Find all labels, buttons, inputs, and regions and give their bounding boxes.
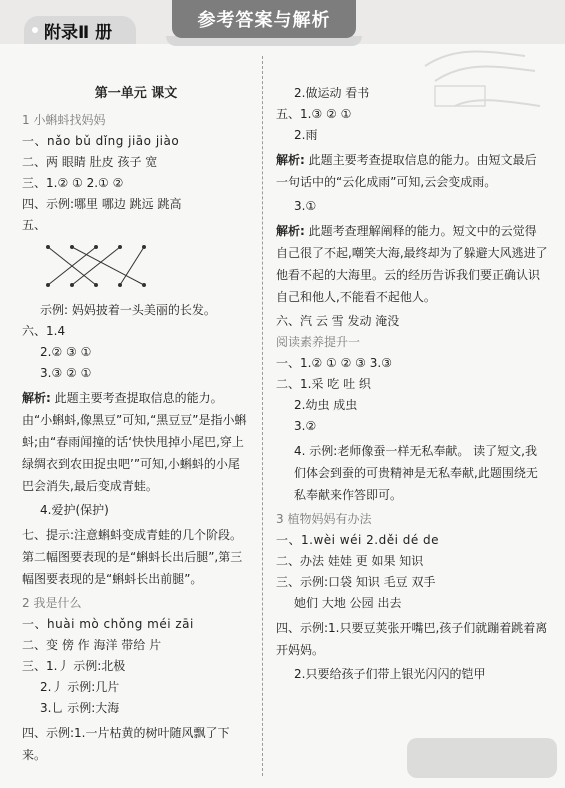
l1-question-1: 一、nǎo bǔ dǐng jiāo jiào (22, 134, 180, 148)
l1-question-2: 二、两 眼睛 肚皮 孩子 宽 (22, 155, 158, 169)
reading-question-2-2: 2.幼虫 成虫 (294, 398, 358, 412)
reading-question-1: 一、1.② ① ② ③ 3.③ (276, 356, 392, 370)
l1-question-7: 七、提示:注意蝌蚪变成青蛙的几个阶段。第二幅图要表现的是“蝌蚪长出后腿”,第三幅图要表现的是“蝌蚪长出前腿”。 (22, 528, 243, 586)
l1-question-5-example: 示例: 妈妈披着一头美丽的长发。 (40, 303, 216, 317)
r-question-5-2: 2.雨 (294, 128, 318, 142)
l2-question-4: 四、示例:1.一片枯黄的树叶随风飘了下来。 (22, 726, 230, 762)
l3-question-2: 二、办法 娃娃 更 如果 知识 (276, 554, 424, 568)
bullet-dot-icon (32, 27, 38, 33)
l1-question-6-3: 3.③ ② ① (40, 366, 92, 380)
r-question-5-1: 五、1.③ ② ① (276, 107, 352, 121)
l1-question-4: 四、示例:哪里 哪边 跳远 跳高 (22, 197, 182, 211)
l2-question-3-3: 3.乚 示例:大海 (40, 701, 120, 715)
l2-question-3-1: 三、1.丿 示例:北极 (22, 659, 126, 673)
l1-question-6-2: 2.② ③ ① (40, 345, 92, 359)
reading-question-2-1: 二、1.采 吃 吐 织 (276, 377, 371, 391)
r-question-6: 六、汽 云 雪 发动 淹没 (276, 314, 400, 328)
lesson-2-title: 2 我是什么 (22, 596, 82, 610)
l3-question-4-2: 2.只要给孩子们带上银光闪闪的铠甲 (294, 667, 486, 681)
l3-question-3-1: 三、示例:口袋 知识 毛豆 双手 (276, 575, 436, 589)
analysis-text: 此题主要考查提取信息的能力。由短文最后一句话中的“云化成雨”可知,云会变成雨。 (276, 153, 537, 189)
reading-question-2-4-text: 示例:老师像蚕一样无私奉献。 (309, 444, 470, 458)
analysis-label: 解析: (276, 153, 305, 167)
reading-section-title: 阅读素养提升一 (276, 335, 361, 349)
l2-question-3-2: 2.丿 示例:几片 (40, 680, 120, 694)
l3-question-3-2: 她们 大地 公园 出去 (294, 596, 402, 610)
left-column (22, 76, 250, 772)
l1-question-6-1: 六、1.4 (22, 324, 66, 338)
reading-question-2-4-note: 读了短文,我们体会到蚕的可贵精神是无私奉献,此题围绕无私奉献来作答即可。 (294, 444, 538, 502)
analysis-text: 此题考查理解阐释的能力。短文中的云觉得自己很了不起,嘲笑大海,最终却为了躲避大风逃进了他看不起的大海里。云的经历告诉我们要正确认识自己和他人,不能看不起他人。 (276, 224, 548, 304)
r-analysis-1 (276, 149, 548, 193)
reading-question-2-3: 3.② (294, 419, 317, 433)
unit-title: 第一单元 课文 (94, 86, 178, 101)
r-item-3: 3.① (294, 199, 317, 213)
reading-question-2-4 (276, 440, 548, 506)
l1-question-5: 五、 (22, 218, 47, 232)
right-column (276, 86, 548, 688)
appendix-label: 附录Ⅱ 册 (44, 22, 113, 43)
l1-question-6-4: 4.爱护(保护) (40, 503, 109, 517)
l2-question-1: 一、huài mò chǒng méi zāi (22, 617, 194, 631)
appendix-tab (24, 16, 136, 44)
analysis-label: 解析: (276, 224, 305, 238)
banner-title: 参考答案与解析 (197, 10, 331, 31)
r-analysis-2 (276, 220, 548, 308)
matching-lines-diagram (40, 241, 150, 291)
l1-question-3: 三、1.② ① 2.① ② (22, 176, 124, 190)
column-divider (262, 56, 263, 776)
analysis-text: 此题主要考查提取信息的能力。由“小蝌蚪,像黑豆”可知,“黑豆豆”是指小蝌蚪;由“春雨闻撞的话‘快快甩掉小尾巴,穿上绿绸衣到农田捉虫吧’”可知,小蝌蚪的小尾巴会消失,最后变成青蛙。 (22, 391, 247, 493)
l3-question-4-1: 四、示例:1.只要豆荚张开嘴巴,孩子们就蹦着跳着离开妈妈。 (276, 621, 548, 657)
l1-analysis (22, 387, 250, 497)
reading-question-2-4-label: 4. (294, 444, 306, 458)
l2-question-2: 二、变 傍 作 海洋 带给 片 (22, 638, 162, 652)
lesson-1-title: 1 小蝌蚪找妈妈 (22, 113, 106, 127)
l3-question-1: 一、1.wèi wéi 2.děi dé de (276, 533, 440, 547)
watermark-logo-icon (407, 738, 557, 778)
lesson-3-title: 3 植物妈妈有办法 (276, 512, 372, 526)
page-banner (172, 0, 356, 38)
r-item-2: 2.做运动 看书 (294, 86, 370, 100)
analysis-label: 解析: (22, 391, 51, 405)
